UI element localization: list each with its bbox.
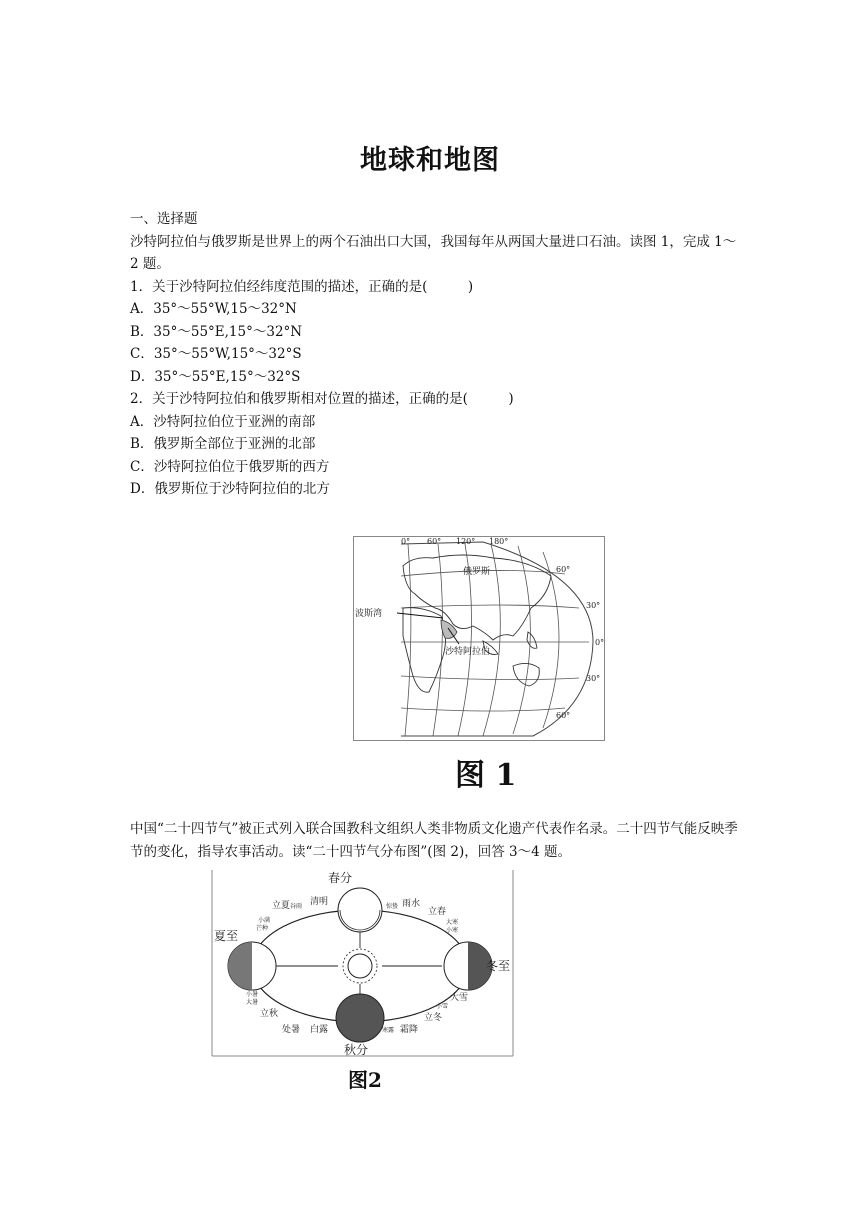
lat-label-60s: 60° [556, 711, 571, 720]
term-shuangjiang: 霜降 [400, 1025, 419, 1035]
term-lichun: 立春 [428, 907, 447, 917]
term-lidong: 立冬 [424, 1013, 443, 1023]
intro-paragraph: 沙特阿拉伯与俄罗斯是世界上的两个石油出口大国，我国每年从两国大量进口石油。读图 1，完成 1～2 题。 [130, 233, 737, 272]
figure-2-solar-terms [210, 870, 515, 1058]
figure-1-map [353, 536, 605, 741]
term-guyu: 谷雨 [290, 903, 303, 910]
term-spring-equinox: 春分 [328, 871, 353, 885]
section-heading: 一、选择题 [130, 211, 198, 227]
term-xiaoshu: 小暑 [246, 991, 259, 998]
lat-label-30n: 30° [586, 601, 601, 610]
figure-2-caption: 图2 [348, 1068, 382, 1092]
figure-1-caption: 图 1 [455, 758, 517, 793]
question-1-stem: 1．关于沙特阿拉伯经纬度范围的描述，正确的是( ) [130, 278, 474, 295]
term-yushui: 雨水 [402, 899, 421, 909]
term-chushu: 处暑 [282, 1025, 301, 1035]
q2-option-c: C．沙特阿拉伯位于俄罗斯的西方 [130, 458, 330, 475]
lon-label-180: 180° [489, 537, 509, 546]
q2-option-b: B．俄罗斯全部位于亚洲的北部 [130, 436, 316, 452]
q1-option-c: C．35°～55°W,15°～32°S [130, 346, 302, 362]
label-persian-gulf: 波斯湾 [355, 609, 383, 619]
q1-option-d: D．35°～55°E,15°～32°S [130, 368, 301, 385]
lat-label-60n: 60° [556, 565, 571, 574]
question-section [130, 208, 740, 501]
lon-label-120: 120° [456, 537, 476, 546]
q2-option-d: D．俄罗斯位于沙特阿拉伯的北方 [130, 481, 330, 497]
term-lixia: 立夏 [272, 901, 291, 911]
term-jingzhe: 惊蛰 [386, 903, 399, 910]
term-winter-solstice: 冬至 [486, 959, 511, 973]
intro-2-text: 中国“二十四节气”被正式列入联合国教科文组织人类非物质文化遗产代表作名录。二十四节气能反映季节的变化，指导农事活动。读“二十四节气分布图”(图 2)，回答 3～4 题。 [130, 821, 738, 860]
lon-label-60: 60° [427, 537, 442, 546]
term-daxue: 大雪 [450, 993, 469, 1003]
lat-label-0: 0° [595, 638, 605, 647]
label-russia: 俄罗斯 [463, 567, 491, 577]
term-qingming: 清明 [310, 897, 329, 907]
lat-label-30s: 30° [586, 674, 601, 683]
term-autumn-equinox: 秋分 [344, 1043, 369, 1057]
term-xiaoxue: 小雪 [436, 1003, 449, 1010]
label-saudi-arabia: 沙特阿拉伯 [445, 647, 491, 657]
term-xiaohan: 小寒 [446, 927, 459, 934]
intro-paragraph-2 [130, 818, 740, 864]
lon-label-0: 0° [401, 537, 411, 546]
term-liqiu: 立秋 [260, 1009, 279, 1019]
term-bailu: 白露 [310, 1025, 329, 1035]
question-2-stem: 2．关于沙特阿拉伯和俄罗斯相对位置的描述，正确的是( ) [130, 391, 514, 407]
term-dahan: 大寒 [446, 919, 459, 926]
term-summer-solstice: 夏至 [214, 929, 239, 943]
q2-option-a: A．沙特阿拉伯位于亚洲的南部 [130, 413, 316, 430]
q1-option-a: A．35°～55°W,15～32°N [130, 301, 297, 317]
q1-option-b: B．35°～55°E,15°～32°N [130, 323, 303, 340]
term-hanlu: 寒露 [382, 1027, 395, 1034]
term-dashu: 大暑 [246, 999, 259, 1006]
term-xiaoman: 小满 [258, 917, 271, 924]
term-mangzhong: 芒种 [256, 925, 269, 932]
page-title: 地球和地图 [360, 145, 500, 176]
